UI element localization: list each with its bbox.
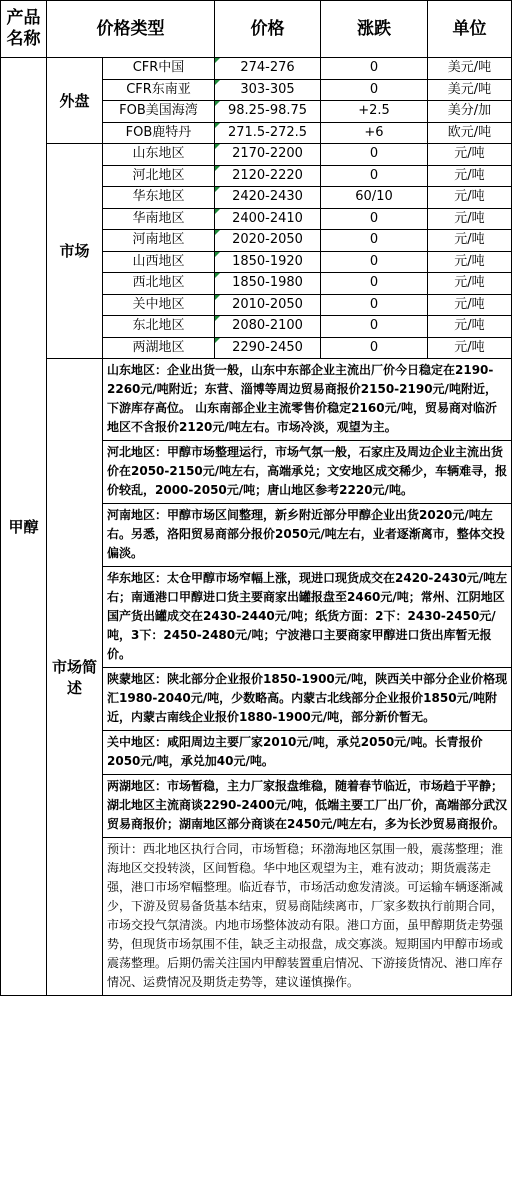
unit-cell: 元/吨 xyxy=(428,208,512,230)
unit-cell: 元/吨 xyxy=(428,230,512,252)
summary-shandong: 山东地区：企业出货一般，山东中东部企业主流出厂价今日稳定在2190-2260元/吨附近；东营、淄博等周边贸易商报价2150-2190元/吨附近，下游库存高位。 山东南部企业主流零售价稳定2160元/吨，贸易商对临沂地区不含报价2120元/吨左右。市场冷淡，观望为主。 xyxy=(103,359,512,441)
price-cell: 2400-2410 xyxy=(215,208,321,230)
price-cell: 2290-2450 xyxy=(215,337,321,359)
price-cell: 2420-2430 xyxy=(215,187,321,209)
summary-guanzhong: 关中地区：咸阳周边主要厂家2010元/吨，承兑2050元/吨。长青报价2050元/吨，承兑加40元/吨。 xyxy=(103,731,512,775)
summary-row xyxy=(1,359,512,441)
price-type-cell: 东北地区 xyxy=(103,316,215,338)
price-cell: 2010-2050 xyxy=(215,294,321,316)
summary-shaanxi-mongolia: 陕蒙地区：陕北部分企业报价1850-1900元/吨，陕西关中部分企业价格现汇1980-2040元/吨，少数略高。内蒙古北线部分企业报价1850元/吨附近，内蒙古南线企业报价1880-1900元/吨，部分新价暂无。 xyxy=(103,668,512,731)
price-cell: 98.25-98.75 xyxy=(215,101,321,123)
price-type-cell: 两湖地区 xyxy=(103,337,215,359)
price-cell: 1850-1980 xyxy=(215,273,321,295)
unit-cell: 元/吨 xyxy=(428,187,512,209)
change-cell: 0 xyxy=(321,165,428,187)
price-type-cell: CFR东南亚 xyxy=(103,79,215,101)
price-cell: 274-276 xyxy=(215,58,321,80)
price-type-cell: 河南地区 xyxy=(103,230,215,252)
price-type-header: 价格类型 xyxy=(47,1,215,58)
summary-forecast: 预计：西北地区执行合同，市场暂稳；环渤海地区氛围一般，震荡整理；淮海地区交投转淡，区间暂稳。华中地区观望为主，难有波动；期货震荡走强，港口市场窄幅整理。临近春节，市场活动愈发清淡。可运输车辆逐渐减少，下游及贸易备货基本结束，贸易商陆续离市，厂家多数执行前期合同，市场交投气氛清淡。内地市场整体波动有限。港口方面，虽甲醇期货走势强势，但现货市场氛围不佳，缺乏主动报盘，成交寡淡。短期国内甲醇市场或震荡整理。后期仍需关注国内甲醇装置重启情况、下游接货情况、港口库存情况、运费情况及期货走势等，建议谨慎操作。 xyxy=(103,838,512,996)
price-type-cell: 华东地区 xyxy=(103,187,215,209)
market-group-label: 市场 xyxy=(47,144,103,359)
price-type-cell: 西北地区 xyxy=(103,273,215,295)
change-cell: 0 xyxy=(321,337,428,359)
unit-cell: 元/吨 xyxy=(428,273,512,295)
summary-henan: 河南地区：甲醇市场区间整理，新乡附近部分甲醇企业出货2020元/吨左右。另悉，洛阳贸易商部分报价2050元/吨左右，业者逐渐离市，整体交投偏淡。 xyxy=(103,504,512,567)
price-header: 价格 xyxy=(215,1,321,58)
change-cell: 0 xyxy=(321,144,428,166)
change-cell: +2.5 xyxy=(321,101,428,123)
price-cell: 1850-1920 xyxy=(215,251,321,273)
table-row xyxy=(1,144,512,166)
price-type-cell: CFR中国 xyxy=(103,58,215,80)
unit-cell: 元/吨 xyxy=(428,144,512,166)
price-cell: 2120-2220 xyxy=(215,165,321,187)
unit-cell: 元/吨 xyxy=(428,165,512,187)
change-cell: 0 xyxy=(321,208,428,230)
unit-cell: 元/吨 xyxy=(428,294,512,316)
change-cell: +6 xyxy=(321,122,428,144)
change-header: 涨跌 xyxy=(321,1,428,58)
price-type-cell: 山东地区 xyxy=(103,144,215,166)
change-cell: 0 xyxy=(321,58,428,80)
price-cell: 2080-2100 xyxy=(215,316,321,338)
price-type-cell: 河北地区 xyxy=(103,165,215,187)
price-type-cell: 关中地区 xyxy=(103,294,215,316)
summary-east-china: 华东地区：太仓甲醇市场窄幅上涨，现进口现货成交在2420-2430元/吨左右；南通港口甲醇进口货主要商家出罐报盘至2460元/吨；常州、江阴地区国产货出罐成交在2430-2440元/吨；纸货方面：2下：2430-2450元/吨，3下：2450-2480元/吨；宁波港口主要商家甲醇进口货出库暂无报价。 xyxy=(103,567,512,668)
price-cell: 271.5-272.5 xyxy=(215,122,321,144)
header-row xyxy=(1,1,512,58)
price-cell: 2170-2200 xyxy=(215,144,321,166)
change-cell: 0 xyxy=(321,294,428,316)
product-name-cell: 甲醇 xyxy=(1,58,47,996)
price-cell: 2020-2050 xyxy=(215,230,321,252)
unit-cell: 元/吨 xyxy=(428,337,512,359)
change-cell: 60/10 xyxy=(321,187,428,209)
summary-lianghu: 两湖地区：市场暂稳，主力厂家报盘维稳，随着春节临近，市场趋于平静；湖北地区主流商谈2290-2400元/吨，低端主要工厂出厂价，高端部分武汉贸易商报价；湖南地区部分商谈在2450元/吨左右，多为长沙贸易商报价。 xyxy=(103,775,512,838)
product-name-header: 产品名称 xyxy=(1,1,47,58)
unit-cell: 欧元/吨 xyxy=(428,122,512,144)
change-cell: 0 xyxy=(321,79,428,101)
unit-cell: 元/吨 xyxy=(428,316,512,338)
price-type-cell: FOB鹿特丹 xyxy=(103,122,215,144)
unit-cell: 美元/吨 xyxy=(428,58,512,80)
price-type-cell: 山西地区 xyxy=(103,251,215,273)
change-cell: 0 xyxy=(321,273,428,295)
change-cell: 0 xyxy=(321,230,428,252)
change-cell: 0 xyxy=(321,251,428,273)
table-row xyxy=(1,58,512,80)
external-group-label: 外盘 xyxy=(47,58,103,144)
unit-cell: 美分/加 xyxy=(428,101,512,123)
unit-header: 单位 xyxy=(428,1,512,58)
summary-hebei: 河北地区：甲醇市场整理运行，市场气氛一般，石家庄及周边企业主流出货价在2050-2150元/吨左右，高端承兑；文安地区成交稀少，车辆难寻，报价较乱，2000-2050元/吨；唐山地区参考2220元/吨。 xyxy=(103,441,512,504)
price-type-cell: 华南地区 xyxy=(103,208,215,230)
change-cell: 0 xyxy=(321,316,428,338)
summary-group-label: 市场简述 xyxy=(47,359,103,996)
price-cell: 303-305 xyxy=(215,79,321,101)
unit-cell: 美元/吨 xyxy=(428,79,512,101)
unit-cell: 元/吨 xyxy=(428,251,512,273)
price-type-cell: FOB美国海湾 xyxy=(103,101,215,123)
